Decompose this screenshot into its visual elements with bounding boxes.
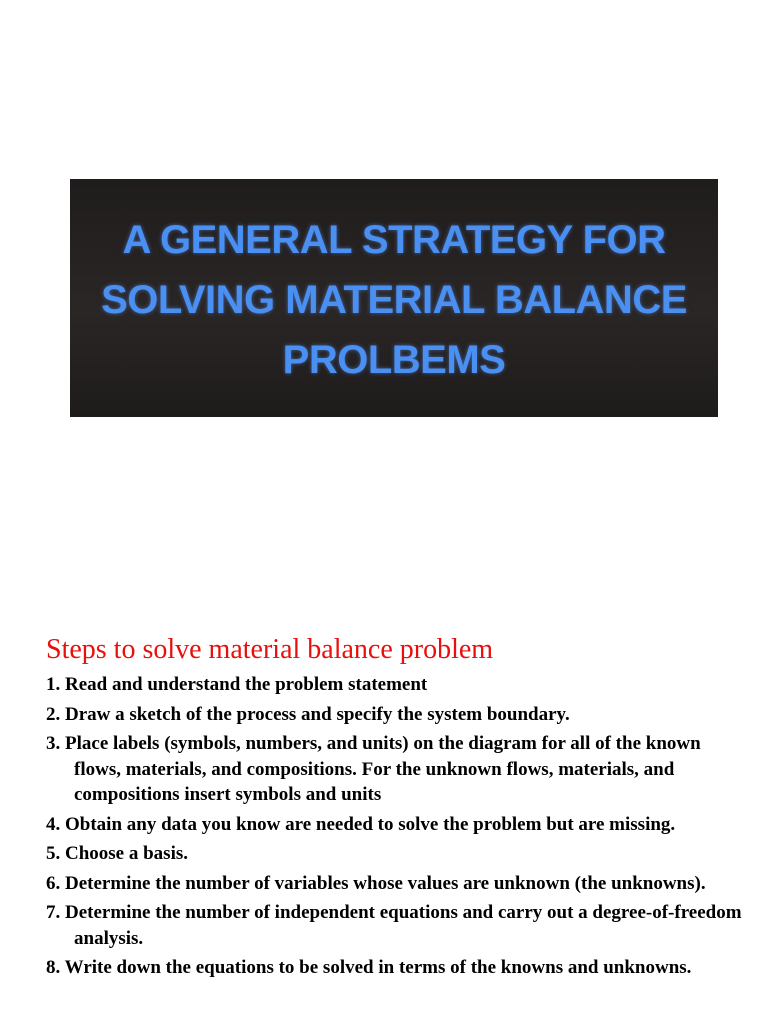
- banner-title-line-1: A GENERAL STRATEGY FOR: [122, 218, 666, 262]
- step-6: 6. Determine the number of variables whose values are unknown (the unknowns).: [46, 872, 706, 894]
- steps-list: [46, 672, 746, 985]
- step-2: 2. Draw a sketch of the process and specify the system boundary.: [46, 703, 570, 725]
- step-8: 8. Write down the equations to be solved in terms of the knowns and unknowns.: [46, 957, 692, 978]
- step-5: 5. Choose a basis.: [46, 843, 188, 864]
- step-7: 7. Determine the number of independent equations and carry out a degree-of-freedom analysis.: [46, 902, 742, 949]
- step-1: 1. Read and understand the problem statement: [46, 674, 428, 695]
- step-4: 4. Obtain any data you know are needed to solve the problem but are missing.: [46, 813, 676, 835]
- title-banner: [70, 179, 718, 417]
- banner-title-line-2: SOLVING MATERIAL BALANCE: [101, 278, 687, 322]
- step-3: 3. Place labels (symbols, numbers, and units) on the diagram for all of the known flows, materials, and compositions. For the unknown flows, materials, and compositions insert symbols and units: [46, 733, 701, 805]
- banner-title-line-3: PROLBEMS: [282, 338, 506, 382]
- steps-heading: Steps to solve material balance problem: [46, 634, 494, 665]
